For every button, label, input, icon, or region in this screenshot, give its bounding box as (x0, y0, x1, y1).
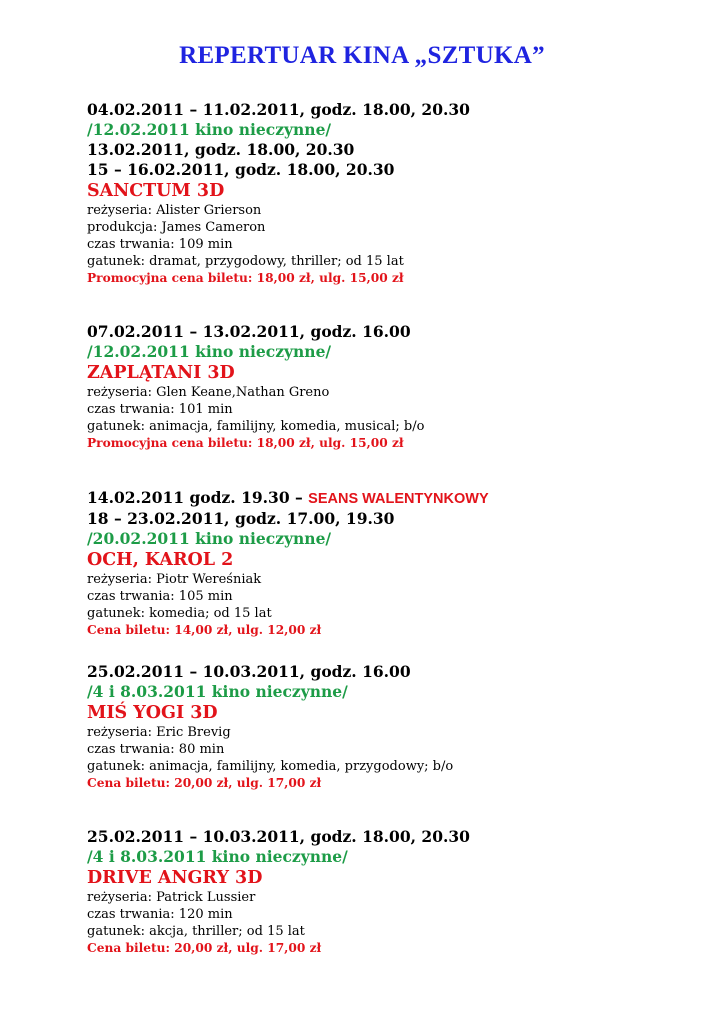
genre: gatunek: animacja, familijny, komedia, musical; b/o (87, 419, 425, 434)
screening-dates: 13.02.2011, godz. 18.00, 20.30 (87, 140, 355, 159)
ticket-price: Cena biletu: 14,00 zł, ulg. 12,00 zł (87, 623, 322, 637)
special-screening-label: SEANS WALENTYNKOWY (308, 491, 489, 507)
genre: gatunek: animacja, familijny, komedia, przygodowy; b/o (87, 759, 454, 774)
closed-notice: /4 i 8.03.2011 kino nieczynne/ (87, 682, 348, 701)
movie-block-mis-yogi (87, 662, 707, 792)
duration: czas trwania: 109 min (87, 237, 233, 252)
closed-notice: /4 i 8.03.2011 kino nieczynne/ (87, 847, 348, 866)
genre: gatunek: dramat, przygodowy, thriller; od 15 lat (87, 254, 404, 269)
movie-title: SANCTUM 3D (87, 181, 225, 201)
page-title: REPERTUAR KINA „SZTUKA” (179, 42, 545, 69)
producer: produkcja: James Cameron (87, 220, 266, 235)
screening-dates: 18 – 23.02.2011, godz. 17.00, 19.30 (87, 509, 395, 528)
movie-block-zaplatani (87, 322, 707, 452)
director: reżyseria: Glen Keane,Nathan Greno (87, 385, 330, 400)
special-screening (87, 488, 707, 509)
screening-dates: 04.02.2011 – 11.02.2011, godz. 18.00, 20.30 (87, 100, 470, 119)
closed-notice: /12.02.2011 kino nieczynne/ (87, 342, 332, 361)
director: reżyseria: Eric Brevig (87, 725, 231, 740)
ticket-price: Cena biletu: 20,00 zł, ulg. 17,00 zł (87, 941, 322, 955)
duration: czas trwania: 120 min (87, 907, 233, 922)
special-screening-date: 14.02.2011 godz. 19.30 – (87, 488, 303, 507)
ticket-price: Promocyjna cena biletu: 18,00 zł, ulg. 15,00 zł (87, 436, 404, 450)
duration: czas trwania: 101 min (87, 402, 233, 417)
closed-notice: /20.02.2011 kino nieczynne/ (87, 529, 332, 548)
director: reżyseria: Alister Grierson (87, 203, 262, 218)
movie-block-sanctum (87, 100, 707, 287)
movie-title: OCH, KAROL 2 (87, 550, 234, 570)
screening-dates: 07.02.2011 – 13.02.2011, godz. 16.00 (87, 322, 411, 341)
screening-dates: 25.02.2011 – 10.03.2011, godz. 16.00 (87, 662, 411, 681)
screening-dates: 25.02.2011 – 10.03.2011, godz. 18.00, 20.30 (87, 827, 470, 846)
movie-block-drive-angry (87, 827, 707, 957)
duration: czas trwania: 105 min (87, 589, 233, 604)
ticket-price: Cena biletu: 20,00 zł, ulg. 17,00 zł (87, 776, 322, 790)
movie-title: DRIVE ANGRY 3D (87, 868, 263, 888)
genre: gatunek: komedia; od 15 lat (87, 606, 272, 621)
genre: gatunek: akcja, thriller; od 15 lat (87, 924, 305, 939)
duration: czas trwania: 80 min (87, 742, 225, 757)
director: reżyseria: Piotr Wereśniak (87, 572, 262, 587)
movie-block-och-karol (87, 488, 707, 639)
ticket-price: Promocyjna cena biletu: 18,00 zł, ulg. 15,00 zł (87, 271, 404, 285)
closed-notice: /12.02.2011 kino nieczynne/ (87, 120, 332, 139)
screening-dates: 15 – 16.02.2011, godz. 18.00, 20.30 (87, 160, 395, 179)
movie-title: MIŚ YOGI 3D (87, 703, 218, 723)
director: reżyseria: Patrick Lussier (87, 890, 256, 905)
movie-title: ZAPLĄTANI 3D (87, 363, 235, 383)
